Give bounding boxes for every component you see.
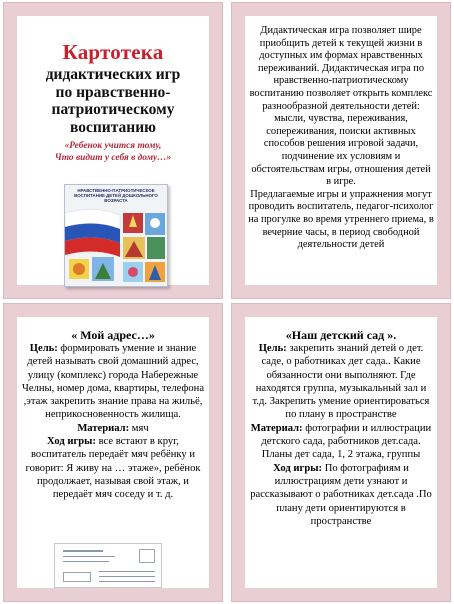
book-title: НРАВСТВЕННО-ПАТРИОТИЧЕСКОЕ ВОСПИТАНИЕ ДЕТЕЙ ДОШКОЛЬНОГО ВОЗРАСТА — [74, 188, 158, 204]
game-course — [248, 462, 434, 528]
cover-motto-line: Что видит у себя в дому…» — [54, 153, 172, 163]
game-card-our-kindergarten — [231, 303, 451, 602]
game-card-inner — [245, 317, 437, 588]
cover-motto — [17, 140, 209, 164]
intro-inner — [245, 16, 437, 285]
book-cover-image — [64, 184, 168, 287]
material-text: мяч — [129, 422, 149, 434]
cover-subtitle — [17, 66, 209, 136]
course-text: По фотографиям и иллюстрациям дети узнают и рассказывают о работниках дет.сада .По плану дети ориентируются в пространстве — [250, 462, 432, 527]
cover-title: Картотека — [62, 40, 164, 64]
form-line — [99, 571, 155, 572]
game-body — [248, 342, 434, 528]
game-card-my-address — [3, 303, 223, 602]
intro-text — [248, 25, 434, 252]
game-course — [20, 435, 206, 501]
course-text: все встают в круг, воспитатель передаёт мяч ребёнку и говорит: Я живу на … этаже», ребёнок продолжает, называя свой этаж, и передаёт мяч соседу и т. д. — [25, 436, 201, 501]
game-content — [20, 328, 206, 502]
goal-label: Цель: — [258, 343, 287, 354]
game-body — [20, 342, 206, 502]
form-line — [99, 576, 155, 577]
game-goal — [20, 342, 206, 422]
stamp-box — [139, 549, 155, 563]
game-goal — [248, 342, 434, 422]
game-title: « Мой адрес…» — [71, 328, 155, 342]
cover-subtitle-line: патриотическому — [51, 101, 175, 118]
cover-subtitle-line: по нравственно- — [55, 83, 171, 101]
cover-inner — [17, 16, 209, 285]
form-line — [63, 556, 115, 557]
game-title: «Наш детский сад ». — [285, 328, 397, 342]
game-content — [248, 328, 434, 528]
intro-paragraph: Дидактическая игра позволяет шире приобщить детей к текущей жизни в доступных им формах нравственных переживаний. Дидактическая игра по нравственно-патриотическому воспитанию позволяет открыть комплекс разнообразной деятельности детей: мысли, чувства, переживания, сопереживания, поиски активных способов решения игровой задачи, подчинение их условиям и обстоятельствам игры, отношения детей в игре. — [249, 25, 433, 188]
form-line — [63, 550, 103, 552]
form-line — [63, 561, 109, 562]
cover-motto-line: «Ребенок учится тому, — [64, 141, 162, 151]
goal-text: формировать умение и знание детей называть свой домашний адрес, улицу (комплекс) города Набережные Челны, номер дома, квартиры, телефона ,этаж закрепить знание права на жильё, неприкосновенность жилища. — [21, 343, 205, 421]
game-material — [248, 422, 434, 462]
material-text: фотографии и иллюстрации детского сада, работников дет.сада. Планы дет сада, 1, 2 этажа, группы — [261, 422, 432, 461]
game-material — [20, 422, 206, 435]
material-label: Материал: — [77, 422, 130, 434]
goal-label: Цель: — [29, 343, 58, 354]
goal-text: закрепить знаний детей о дет. саде, о работниках дет сада.. Какие обязанности они выполняют. Где находятся группа, музыкальный зал и т.д. Закрепить умение ориентироваться по плану в пространстве — [252, 343, 430, 421]
cover-card — [3, 2, 223, 299]
cover-subtitle-line: дидактических игр — [45, 66, 181, 83]
intro-card — [231, 2, 451, 299]
address-form-image — [54, 543, 162, 588]
book-illustration — [65, 207, 168, 287]
material-label: Материал: — [250, 422, 303, 434]
cover-subtitle-line: воспитанию — [69, 118, 156, 136]
course-label: Ход игры: — [47, 436, 96, 448]
form-line — [99, 581, 155, 582]
course-label: Ход игры: — [273, 462, 323, 474]
index-box — [63, 572, 91, 582]
game-card-inner — [17, 317, 209, 588]
intro-paragraph: Предлагаемые игры и упражнения могут проводить воспитатель, педагог-психолог на прогулке во время утреннего приема, в вечерние часы, в период свободной деятельности детей — [248, 188, 434, 251]
